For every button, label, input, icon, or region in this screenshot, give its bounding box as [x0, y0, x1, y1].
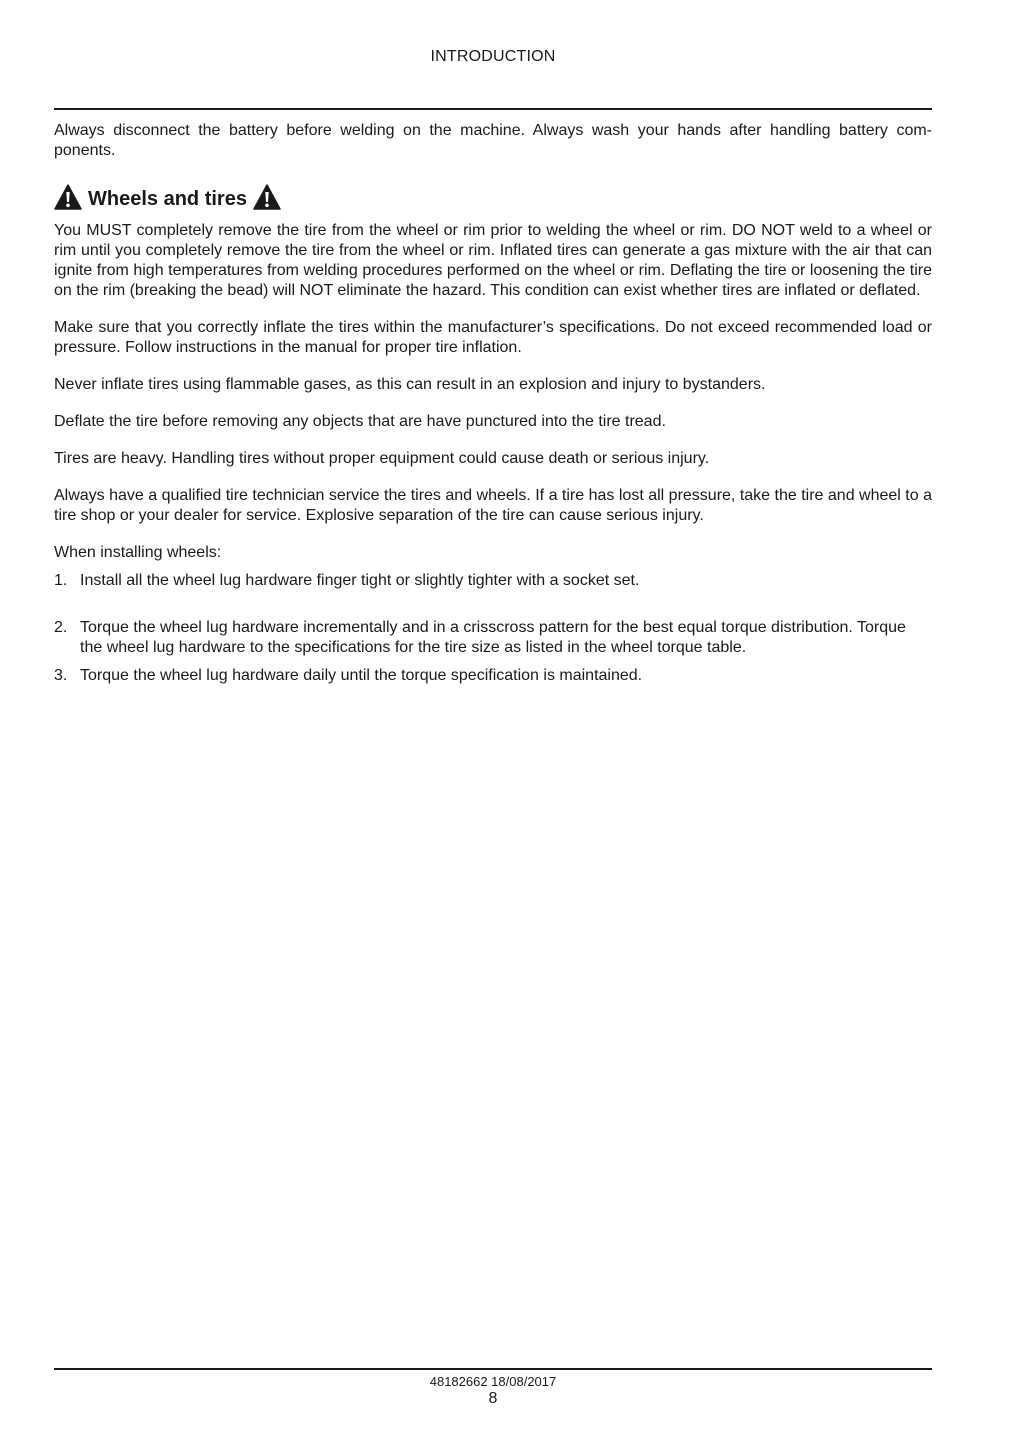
- section-heading: [54, 181, 932, 213]
- step-number: 3.: [54, 667, 68, 684]
- step-number: 1.: [54, 572, 68, 589]
- step-number: 2.: [54, 619, 68, 636]
- section-title: Wheels and tires: [88, 188, 247, 210]
- battery-paragraph: Always disconnect the battery before welding on the machine. Always wash your hands after handling battery com- ponents.: [54, 122, 932, 159]
- page-content: [54, 121, 932, 686]
- flammable-gas-paragraph: Never inflate tires using flammable gases, as this can result in an explosion and injury to bystanders.: [54, 376, 766, 393]
- warning-triangle-icon: [54, 184, 82, 210]
- heavy-tires-paragraph: Tires are heavy. Handling tires without proper equipment could cause death or serious injury.: [54, 450, 710, 467]
- list-item: [54, 571, 932, 591]
- welding-warning-paragraph: You MUST completely remove the tire from the wheel or rim prior to welding the wheel or rim. DO NOT weld to a wheel or rim until you completely remove the tire from the wheel or rim. Inflated tires can generate a gas mixture with the air that can ignite from high temperatures from welding procedures performed on the wheel or rim. Deflating the tire or loosening the tire on the rim (breaking the bead) will NOT eliminate the hazard. This condition can exist whether tires are inflated or deflated.: [54, 222, 932, 299]
- running-header: INTRODUCTION: [430, 48, 556, 65]
- footer-divider: [54, 1368, 932, 1370]
- step-text: Torque the wheel lug hardware incrementally and in a crisscross pattern for the best equal torque distribution. Torque the wheel lug hardware to the specifications for the tire size as listed in the wheel torque table.: [80, 619, 906, 656]
- document-reference: 48182662 18/08/2017: [429, 1374, 557, 1389]
- warning-triangle-icon: [253, 184, 281, 210]
- list-item: [54, 666, 932, 686]
- technician-paragraph: Always have a qualified tire technician service the tires and wheels. If a tire has lost all pressure, take the tire and wheel to a tire shop or your dealer for service. Explosive separation of the tire can cause serious injury.: [54, 487, 932, 524]
- list-lead-in: When installing wheels:: [54, 544, 222, 561]
- installation-steps: [54, 571, 932, 686]
- step-text: Torque the wheel lug hardware daily until the torque specification is maintained.: [80, 667, 643, 684]
- deflate-paragraph: Deflate the tire before removing any objects that are have punctured into the tire tread.: [54, 413, 666, 430]
- header-divider: [54, 108, 932, 110]
- page-number: 8: [488, 1390, 498, 1407]
- inflation-paragraph: Make sure that you correctly inflate the tires within the manufacturer’s specifications. Do not exceed recommended load or pressure. Follow instructions in the manual for proper tire inflation.: [54, 319, 932, 356]
- step-text: Install all the wheel lug hardware finger tight or slightly tighter with a socket set.: [80, 572, 640, 589]
- list-item: [54, 618, 932, 658]
